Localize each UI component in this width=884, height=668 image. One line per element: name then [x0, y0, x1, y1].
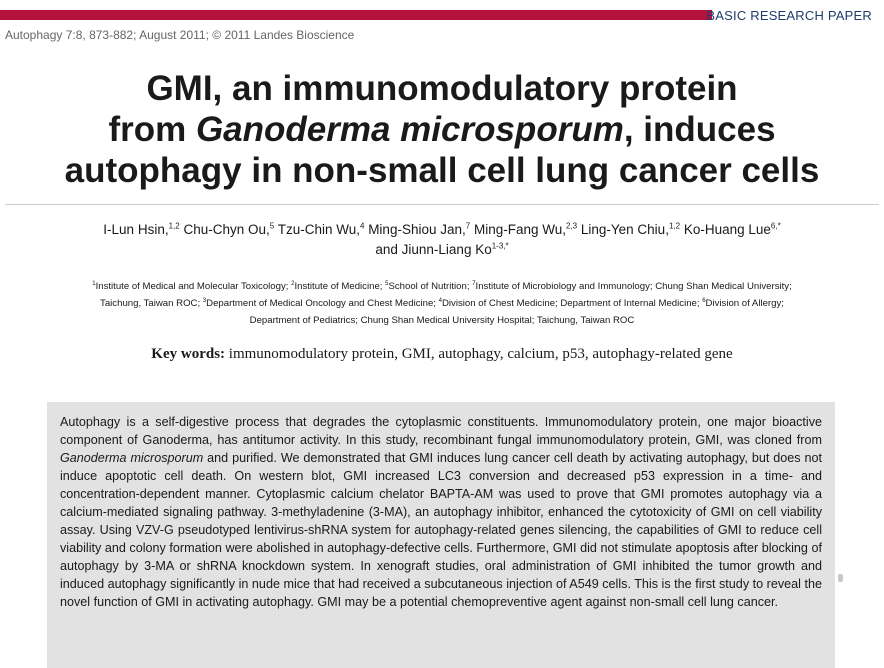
affiliation-text: Division of Chest Medicine; Department of Internal Medicine;: [441, 298, 703, 309]
title-line-3: autophagy in non-small cell lung cancer cells: [64, 151, 820, 190]
affiliation-text: Department of Pediatrics; Chung Shan Medical University Hospital; Taichung, Taiwan ROC: [249, 315, 635, 326]
author-affiliation-mark: 7: [465, 221, 471, 231]
title-divider: [5, 204, 879, 205]
title-line-2-suffix: , induces: [623, 110, 776, 149]
keywords-label: Key words:: [151, 346, 226, 362]
article-title: [0, 68, 884, 191]
keywords: [0, 346, 884, 363]
affiliation-mark: 5: [385, 280, 389, 287]
author-affiliation-mark: 4: [359, 221, 365, 231]
abstract-box: [47, 402, 835, 668]
author-name: Ko-Huang Lue: [680, 222, 771, 237]
affiliation-mark: 4: [438, 297, 442, 304]
header-accent-bar: [0, 10, 712, 20]
author-line-2: [0, 240, 884, 260]
author-name: Ming-Fang Wu,: [470, 222, 566, 237]
title-line-2: [0, 109, 884, 150]
author-name: Chu-Chyn Ou,: [179, 222, 270, 237]
title-line-1: GMI, an immunomodulatory protein: [146, 69, 738, 108]
author-affiliation-mark: 5: [269, 221, 275, 231]
abstract-species-name: Ganoderma microsporum: [60, 451, 204, 465]
abstract-part-2: and purified. We demonstrated that GMI induces lung cancer cell death by activating autophagy, but does not induce apoptotic cell death. On western blot, GMI increased LC3 conversion and decreased p53 expression in a time- and concentration-dependent manner. Cytoplasmic calcium chelator BAPTA-AM was used to prove that GMI promotes autophagy via a calcium-mediated signaling pathway. 3-methyladenine (3-MA), an autophagy inhibitor, enhanced the cytotoxicity of GMI on cell viability assay. Using VZV-G pseudotyped lentivirus-shRNA system for autophagy-related genes silencing, the capabilities of GMI to reduce cell viability and colony formation were abolished in autophagy-defective cells. Furthermore, GMI did not stimulate apoptosis after blocking of autophagy by 3-MA or shRNA knockdown system. In xenograft studies, oral administration of GMI inhibited the tumor growth and induced autophagy significantly in nude mice that had received a subcutaneous injection of A549 cells. This is the first study to reveal the novel function of GMI in activating autophagy. GMI may be a potential chemopreventive agent against non-small cell lung cancer.: [60, 451, 823, 609]
paper-type-label: BASIC RESEARCH PAPER: [706, 8, 872, 23]
author-name: and Jiunn-Liang Ko: [375, 242, 492, 257]
abstract-part-1: Autophagy is a self-digestive process that degrades the cytoplasmic constituents. Immunomodulatory protein, one major bioactive component of Ganoderma, has antitumor activity. In this study, recombinant fungal immunomodulatory protein, GMI, was cloned from: [60, 415, 822, 447]
author-affiliation-mark: 1,2: [668, 221, 681, 231]
author-affiliation-mark: 1,2: [168, 221, 180, 231]
author-line-1: [0, 220, 884, 240]
author-name: I-Lun Hsin,: [103, 222, 169, 237]
affiliation-text: Taichung, Taiwan ROC;: [100, 298, 203, 309]
scroll-indicator[interactable]: [838, 574, 843, 582]
affiliation-mark: 6: [702, 297, 706, 304]
affiliation-text: Department of Medical Oncology and Chest Medicine;: [206, 298, 439, 309]
affiliation-text: Institute of Medical and Molecular Toxicology;: [95, 281, 292, 292]
author-name: Tzu-Chin Wu,: [274, 222, 360, 237]
affiliation-mark: 3: [202, 297, 207, 304]
affiliation-text: Institute of Microbiology and Immunology; Chung Shan Medical University;: [475, 281, 792, 292]
author-name: Ming-Shiou Jan,: [364, 222, 466, 237]
journal-citation: Autophagy 7:8, 873-882; August 2011; © 2011 Landes Bioscience: [5, 28, 355, 42]
author-affiliation-mark: 6,*: [770, 221, 781, 231]
author-affiliation-mark: 1-3,*: [491, 241, 509, 251]
affiliations: [20, 278, 864, 329]
affiliation-text: Division of Allergy;: [705, 298, 784, 309]
affiliation-mark: 7: [472, 280, 476, 287]
author-name: Ling-Yen Chiu,: [577, 222, 669, 237]
affiliation-text: Institute of Medicine;: [294, 281, 386, 292]
abstract-text: [60, 413, 822, 611]
author-list: [0, 220, 884, 260]
author-affiliation-mark: 2,3: [566, 221, 578, 231]
title-line-2-prefix: from: [108, 110, 196, 149]
affiliation-mark: 1: [92, 280, 96, 287]
title-species-name: Ganoderma microsporum: [195, 110, 624, 149]
affiliation-mark: 2: [291, 280, 295, 287]
affiliation-text: School of Nutrition;: [388, 281, 473, 292]
keywords-text: immunomodulatory protein, GMI, autophagy, calcium, p53, autophagy-related gene: [225, 346, 733, 362]
